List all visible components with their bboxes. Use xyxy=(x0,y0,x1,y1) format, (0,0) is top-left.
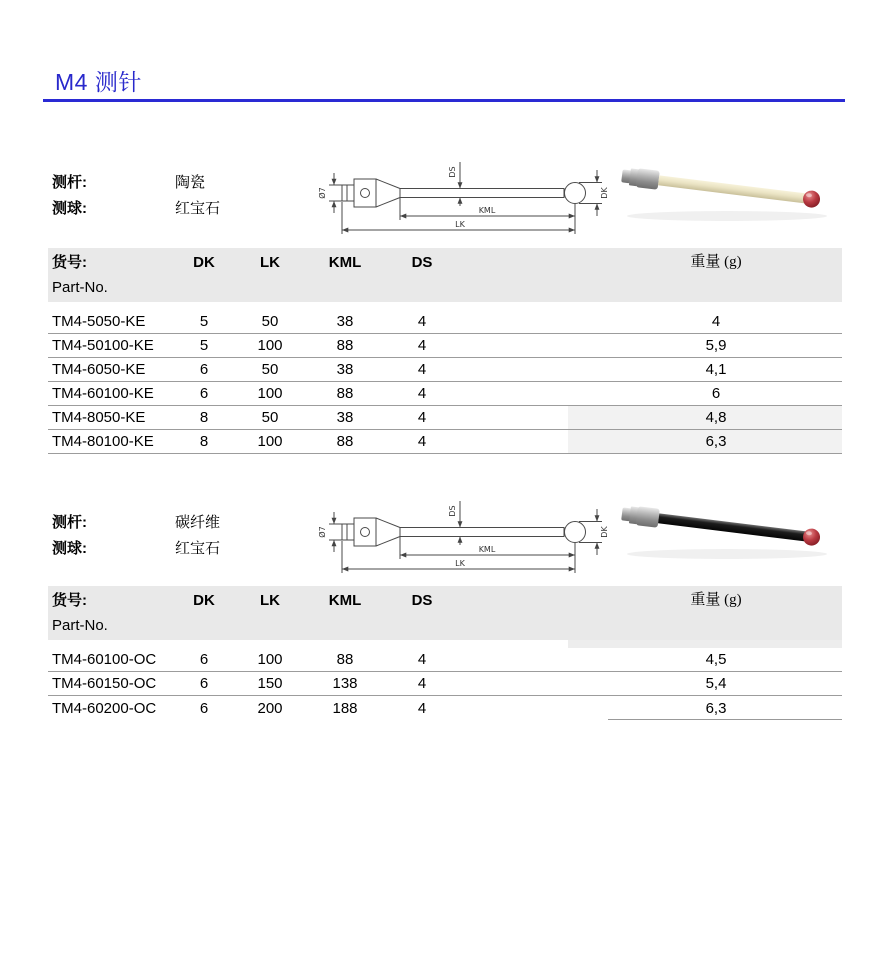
cell-ds: 4 xyxy=(417,409,427,426)
spec-value-ball: 红宝石 xyxy=(175,540,221,557)
dim-label-d7: Ø7 xyxy=(318,526,327,538)
header-part-no-zh: 货号: xyxy=(52,254,87,271)
stylus-metal-base xyxy=(636,506,660,528)
stylus-ruby-ball xyxy=(802,190,821,209)
spec-value-shaft: 碳纤维 xyxy=(175,514,221,531)
dim-label-ds: DS xyxy=(448,505,457,517)
cell-part-no: TM4-6050-KE xyxy=(52,361,146,378)
cell-ds: 4 xyxy=(417,337,427,354)
cell-dk: 6 xyxy=(199,675,209,692)
cell-dk: 8 xyxy=(199,409,209,426)
cell-dk: 6 xyxy=(199,361,209,378)
cell-weight: 4,8 xyxy=(705,409,727,426)
product-photo-carbon-stylus xyxy=(615,490,835,568)
spec-label-shaft: 测杆: xyxy=(52,174,87,191)
cell-lk: 100 xyxy=(257,385,283,402)
spec-row-ball xyxy=(52,536,312,562)
cell-ds: 4 xyxy=(417,313,427,330)
cell-kml: 138 xyxy=(332,675,358,692)
cell-dk: 6 xyxy=(199,699,209,717)
photo-shadow xyxy=(627,211,827,221)
cell-lk: 100 xyxy=(257,651,283,668)
header-part-no-en: Part-No. xyxy=(52,279,108,296)
cell-kml: 38 xyxy=(336,361,354,378)
cell-kml: 88 xyxy=(336,651,354,668)
table-row xyxy=(48,382,842,406)
spec-label-ball: 测球: xyxy=(52,540,87,557)
spec-row-ball xyxy=(52,196,312,222)
stylus-ceramic-shaft xyxy=(658,175,806,203)
table-row xyxy=(48,672,842,696)
cell-weight: 6,3 xyxy=(705,433,727,450)
cell-weight: 4,5 xyxy=(705,651,727,668)
dim-label-kml: KML xyxy=(478,545,496,554)
header-dk: DK xyxy=(193,592,215,609)
table-header xyxy=(48,248,842,302)
spec-value-shaft: 陶瓷 xyxy=(175,174,206,191)
cell-part-no: TM4-8050-KE xyxy=(52,409,146,426)
dim-label-lk: LK xyxy=(455,559,465,568)
table-row xyxy=(48,310,842,334)
dim-label-dk: DK xyxy=(600,187,609,199)
table-row xyxy=(48,406,842,430)
spec-row-shaft xyxy=(52,510,312,536)
cell-part-no: TM4-60150-OC xyxy=(52,675,157,692)
spec-row-shaft xyxy=(52,170,312,196)
header-weight: 重量 (g) xyxy=(690,254,742,270)
stylus-metal-base xyxy=(636,168,660,190)
cell-lk: 50 xyxy=(261,409,279,426)
header-ds: DS xyxy=(411,254,433,271)
table-row xyxy=(48,358,842,382)
dim-label-ds: DS xyxy=(448,166,457,178)
cell-kml: 88 xyxy=(336,337,354,354)
technical-drawing-stylus xyxy=(312,485,612,577)
cell-part-no: TM4-60100-OC xyxy=(52,651,157,668)
cell-weight: 4,1 xyxy=(705,361,727,378)
cell-weight: 6 xyxy=(711,385,721,402)
cell-lk: 50 xyxy=(261,313,279,330)
product-photo-ceramic-stylus xyxy=(615,152,835,230)
cell-part-no: TM4-5050-KE xyxy=(52,313,146,330)
cell-ds: 4 xyxy=(417,385,427,402)
header-ds: DS xyxy=(411,592,433,609)
header-weight: 重量 (g) xyxy=(690,592,742,608)
cell-weight: 5,4 xyxy=(705,675,727,692)
cell-kml: 38 xyxy=(336,409,354,426)
cell-kml: 188 xyxy=(332,699,358,717)
cell-dk: 5 xyxy=(199,313,209,330)
cell-ds: 4 xyxy=(417,675,427,692)
header-part-no-zh: 货号: xyxy=(52,592,87,609)
table-header xyxy=(48,586,842,640)
technical-drawing-stylus xyxy=(312,146,612,238)
cell-ds: 4 xyxy=(417,699,427,717)
page-title: M4 测针 xyxy=(55,69,142,95)
cell-dk: 5 xyxy=(199,337,209,354)
cell-ds: 4 xyxy=(417,361,427,378)
cell-part-no: TM4-50100-KE xyxy=(52,337,154,354)
header-lk: LK xyxy=(260,592,280,609)
header-dk: DK xyxy=(193,254,215,271)
cell-lk: 50 xyxy=(261,361,279,378)
spec-label-shaft: 测杆: xyxy=(52,514,87,531)
cell-weight: 5,9 xyxy=(705,337,727,354)
spec-block-ceramic xyxy=(52,170,312,222)
table-body xyxy=(48,310,842,454)
header-kml: KML xyxy=(328,254,362,271)
cell-lk: 100 xyxy=(257,337,283,354)
header-spacer xyxy=(464,248,590,277)
header-lk: LK xyxy=(260,254,280,271)
dim-label-lk: LK xyxy=(455,220,465,229)
table-row xyxy=(48,334,842,358)
header-kml: KML xyxy=(328,592,362,609)
table-row xyxy=(48,430,842,454)
cell-part-no: TM4-60200-OC xyxy=(52,699,157,717)
cell-lk: 200 xyxy=(257,699,283,717)
header-spacer xyxy=(464,586,590,615)
table-row xyxy=(48,648,842,672)
table-body xyxy=(48,648,842,720)
parts-table-carbon xyxy=(48,586,842,720)
cell-part-no: TM4-80100-KE xyxy=(52,433,154,450)
cell-dk: 6 xyxy=(199,385,209,402)
cell-dk: 8 xyxy=(199,433,209,450)
cell-weight: 4 xyxy=(711,313,721,330)
weight-column-shading xyxy=(568,640,842,648)
cell-ds: 4 xyxy=(417,651,427,668)
weight-column-bottom-rule xyxy=(608,719,842,720)
parts-table-ceramic xyxy=(48,248,842,454)
cell-kml: 88 xyxy=(336,433,354,450)
cell-weight: 6,3 xyxy=(705,699,727,717)
title-divider xyxy=(43,99,845,102)
stylus-ruby-ball xyxy=(802,528,821,547)
cell-kml: 38 xyxy=(336,313,354,330)
spec-label-ball: 测球: xyxy=(52,200,87,217)
header-part-no-en: Part-No. xyxy=(52,617,108,634)
cell-dk: 6 xyxy=(199,651,209,668)
photo-shadow xyxy=(627,549,827,559)
cell-part-no: TM4-60100-KE xyxy=(52,385,154,402)
stylus-carbon-shaft xyxy=(658,513,806,541)
table-row xyxy=(48,696,842,720)
spec-block-carbon xyxy=(52,510,312,562)
dim-label-dk: DK xyxy=(600,526,609,538)
cell-lk: 150 xyxy=(257,675,283,692)
cell-kml: 88 xyxy=(336,385,354,402)
cell-lk: 100 xyxy=(257,433,283,450)
cell-ds: 4 xyxy=(417,433,427,450)
dim-label-kml: KML xyxy=(478,206,496,215)
spec-value-ball: 红宝石 xyxy=(175,200,221,217)
dim-label-d7: Ø7 xyxy=(318,187,327,199)
